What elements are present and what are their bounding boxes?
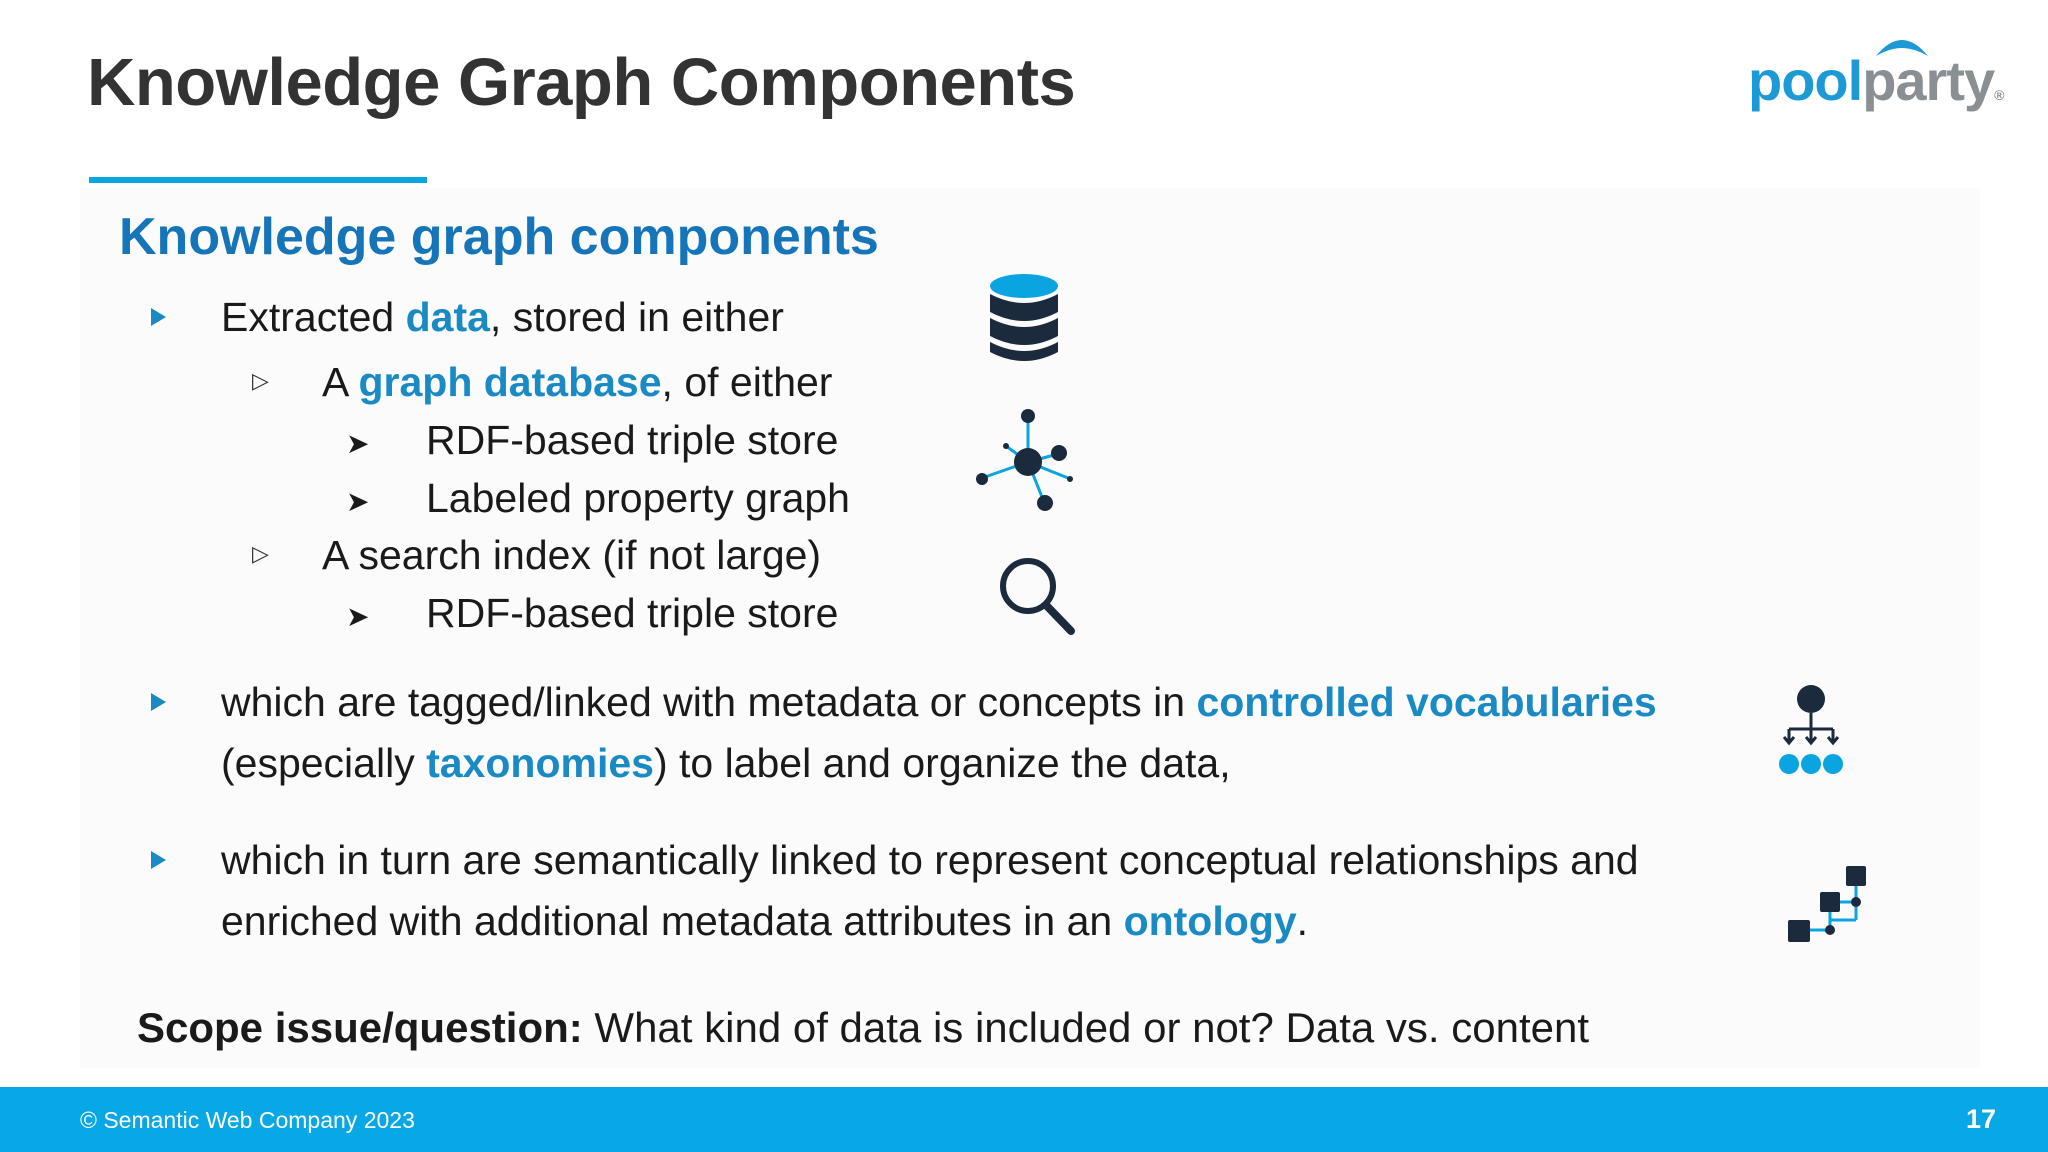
section-heading: Knowledge graph components — [119, 208, 879, 266]
highlight-data: data — [405, 294, 490, 340]
database-icon — [988, 272, 1060, 366]
sub-sub-bullet-marker: ➤ — [346, 428, 370, 459]
logo-text-pool: pool — [1748, 49, 1863, 112]
bullet-labeled-property-graph: Labeled property graph — [426, 475, 850, 521]
footer-bar — [0, 1087, 2048, 1152]
bullet-search-index: A search index (if not large) — [322, 532, 822, 578]
slide-title: Knowledge Graph Components — [87, 45, 1076, 120]
hierarchy-icon — [1778, 684, 1844, 780]
bullet-controlled-vocabularies-line2: (especially taxonomies) to label and organize the data, — [221, 740, 1231, 786]
bullet-controlled-vocabularies-line1: which are tagged/linked with metadata or concepts in controlled vocabularies — [221, 679, 1657, 725]
logo-registered-mark: ® — [1994, 87, 2004, 103]
highlight-controlled-vocabularies: controlled vocabularies — [1196, 679, 1657, 725]
scope-label: Scope issue/question: — [137, 1004, 583, 1051]
bullet-marker — [151, 308, 166, 326]
highlight-graph-database: graph database — [358, 359, 662, 405]
sub-bullet-marker: ▷ — [252, 368, 269, 393]
bullet-ontology-line2: enriched with additional metadata attributes in an ontology. — [221, 898, 1309, 944]
page-number: 17 — [1965, 1104, 1996, 1134]
bullet-marker — [151, 693, 166, 711]
sub-bullet-marker: ▷ — [252, 541, 269, 566]
poolparty-logo — [1748, 30, 2018, 120]
scope-question — [137, 1004, 1589, 1052]
bullet-marker — [151, 851, 166, 869]
sub-sub-bullet-marker: ➤ — [346, 486, 370, 517]
footer-copyright: © Semantic Web Company 2023 — [80, 1107, 415, 1133]
scope-text: What kind of data is included or not? Data vs. content — [582, 1004, 1590, 1051]
logo-text-party: party — [1862, 49, 1995, 112]
highlight-ontology: ontology — [1123, 898, 1297, 944]
bullet-rdf-triple-store-2: RDF-based triple store — [426, 590, 839, 636]
bullet-ontology-line1: which in turn are semantically linked to represent conceptual relationships and — [221, 837, 1639, 883]
ontology-icon — [1786, 864, 1868, 944]
bullet-rdf-triple-store: RDF-based triple store — [426, 417, 839, 463]
search-icon — [998, 556, 1078, 638]
bullet-extracted-data: Extracted data, stored in either — [221, 294, 784, 340]
highlight-taxonomies: taxonomies — [426, 740, 654, 786]
bullet-graph-database: A graph database, of either — [322, 359, 833, 405]
title-underline — [89, 177, 427, 183]
sub-sub-bullet-marker: ➤ — [346, 601, 370, 632]
graph-network-icon — [972, 406, 1076, 514]
